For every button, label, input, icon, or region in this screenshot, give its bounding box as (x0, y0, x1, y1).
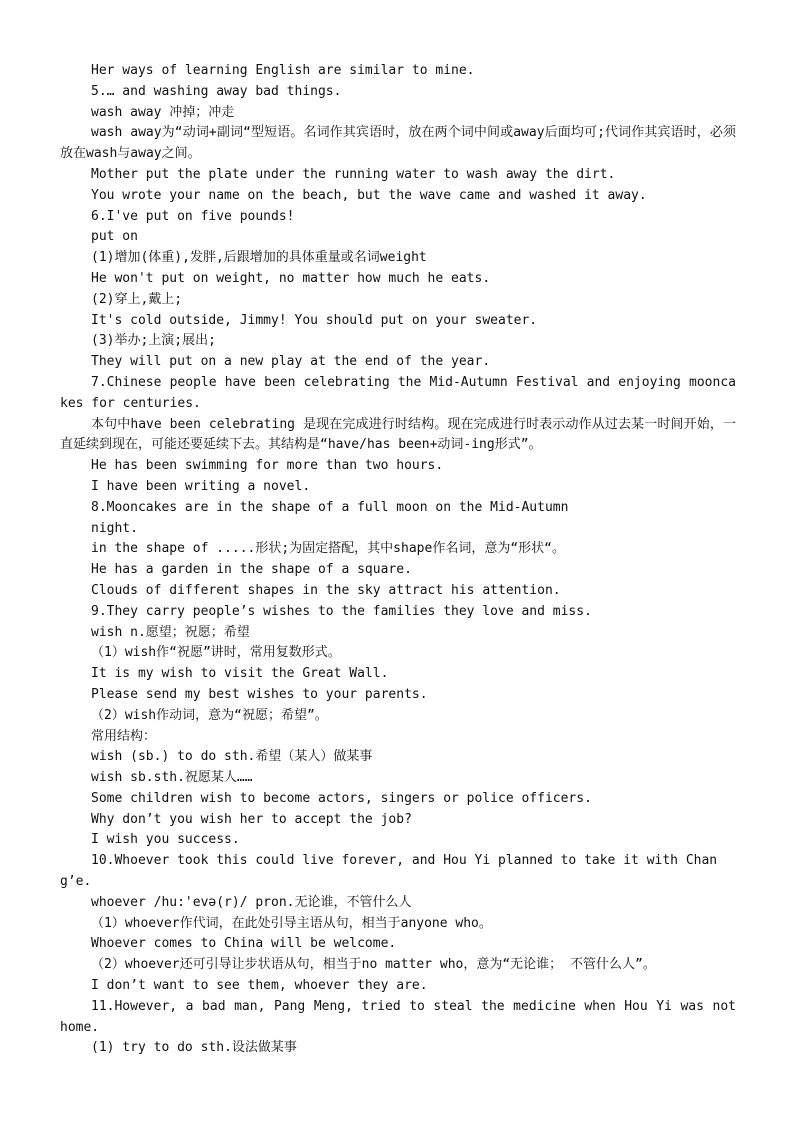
text-line: night. (91, 520, 138, 536)
text-line: 7.Chinese people have been celebrating the Mid-Autumn Festival and enjoying mooncakes for centuries. (60, 374, 736, 411)
text-line: It is my wish to visit the Great Wall. (91, 666, 389, 682)
text-line: I don’t want to see them, whoever they are. (91, 978, 428, 994)
text-line: wash away为“动词+副词“型短语。名词作其宾语时，放在两个词中间或away后面均可;代词作其宾语时，必须放在wash与away之间。 (60, 125, 736, 162)
text-line: (1)增加(体重),发胖,后跟增加的具体重量或名词weight (91, 250, 427, 266)
text-line: You wrote your name on the beach, but the wave came and washed it away. (91, 187, 647, 203)
text-line: He has been swimming for more than two hours. (91, 458, 444, 474)
text-line: I have been writing a novel. (91, 478, 311, 494)
text-line: 10.Whoever took this could live forever, and Hou Yi planned to take it with Chang’e. (60, 853, 718, 890)
text-line: wish sb.sth.祝愿某人…… (91, 770, 253, 786)
text-line: Clouds of different shapes in the sky attract his attention. (91, 582, 561, 598)
text-line: (2)穿上,戴上; (91, 291, 183, 307)
text-line: whoever /hu:'evə(r)/ pron.无论谁，不管什么人 (91, 894, 412, 910)
text-line: in the shape of .....形状;为固定搭配，其中shape作名词，意为“形状“。 (91, 541, 565, 557)
text-line: I wish you success. (91, 832, 240, 848)
text-line: Some children wish to become actors, singers or police officers. (91, 790, 592, 806)
text-line: 常用结构： (91, 728, 157, 744)
text-line: Mother put the plate under the running water to wash away the dirt. (91, 166, 616, 182)
text-line: 本句中have been celebrating 是现在完成进行时结构。现在完成进行时表示动作从过去某一时间开始，一直延续到现在，可能还要延续下去。其结构是“have/has been+动词-ing形式”。 (60, 416, 736, 453)
text-line: (1) try to do sth.设法做某事 (91, 1040, 297, 1056)
text-line: （2）whoever还可引导让步状语从句，相当于no matter who，意为“无论谁； 不管什么人”。 (91, 957, 656, 973)
text-line: Whoever comes to China will be welcome. (91, 936, 397, 952)
text-line: （1）wish作“祝愿”讲时，常用复数形式。 (91, 645, 341, 661)
text-line: 8.Mooncakes are in the shape of a full moon on the Mid-Autumn (91, 499, 569, 515)
text-line: 5.… and washing away bad things. (91, 83, 342, 99)
text-line: He won't put on weight, no matter how much he eats. (91, 270, 491, 286)
text-line: wish n.愿望；祝愿；希望 (91, 624, 250, 640)
text-line: （1）whoever作代词，在此处引导主语从句，相当于anyone who。 (91, 915, 492, 931)
text-line: It's cold outside, Jimmy! You should put on your sweater. (91, 312, 538, 328)
text-line: 9.They carry people’s wishes to the families they love and miss. (91, 603, 592, 619)
text-line: put on (91, 229, 138, 245)
text-line: 11.However, a bad man, Pang Meng, tried to steal the medicine when Hou Yi was not home. (60, 998, 736, 1035)
text-line: （2）wish作动词，意为“祝愿；希望”。 (91, 707, 328, 723)
text-line: wash away 冲掉；冲走 (91, 104, 235, 120)
text-line: wish (sb.) to do sth.希望（某人）做某事 (91, 749, 373, 765)
text-line: (3)举办;上演;展出; (91, 333, 216, 349)
text-line: Her ways of learning English are similar to mine. (91, 63, 475, 78)
text-line: He has a garden in the shape of a square. (91, 562, 412, 578)
text-line: Please send my best wishes to your parents. (91, 686, 428, 702)
text-line: They will put on a new play at the end of the year. (91, 354, 491, 370)
text-line: Why don’t you wish her to accept the job? (91, 811, 412, 827)
text-line: 6.I've put on five pounds! (91, 208, 295, 224)
